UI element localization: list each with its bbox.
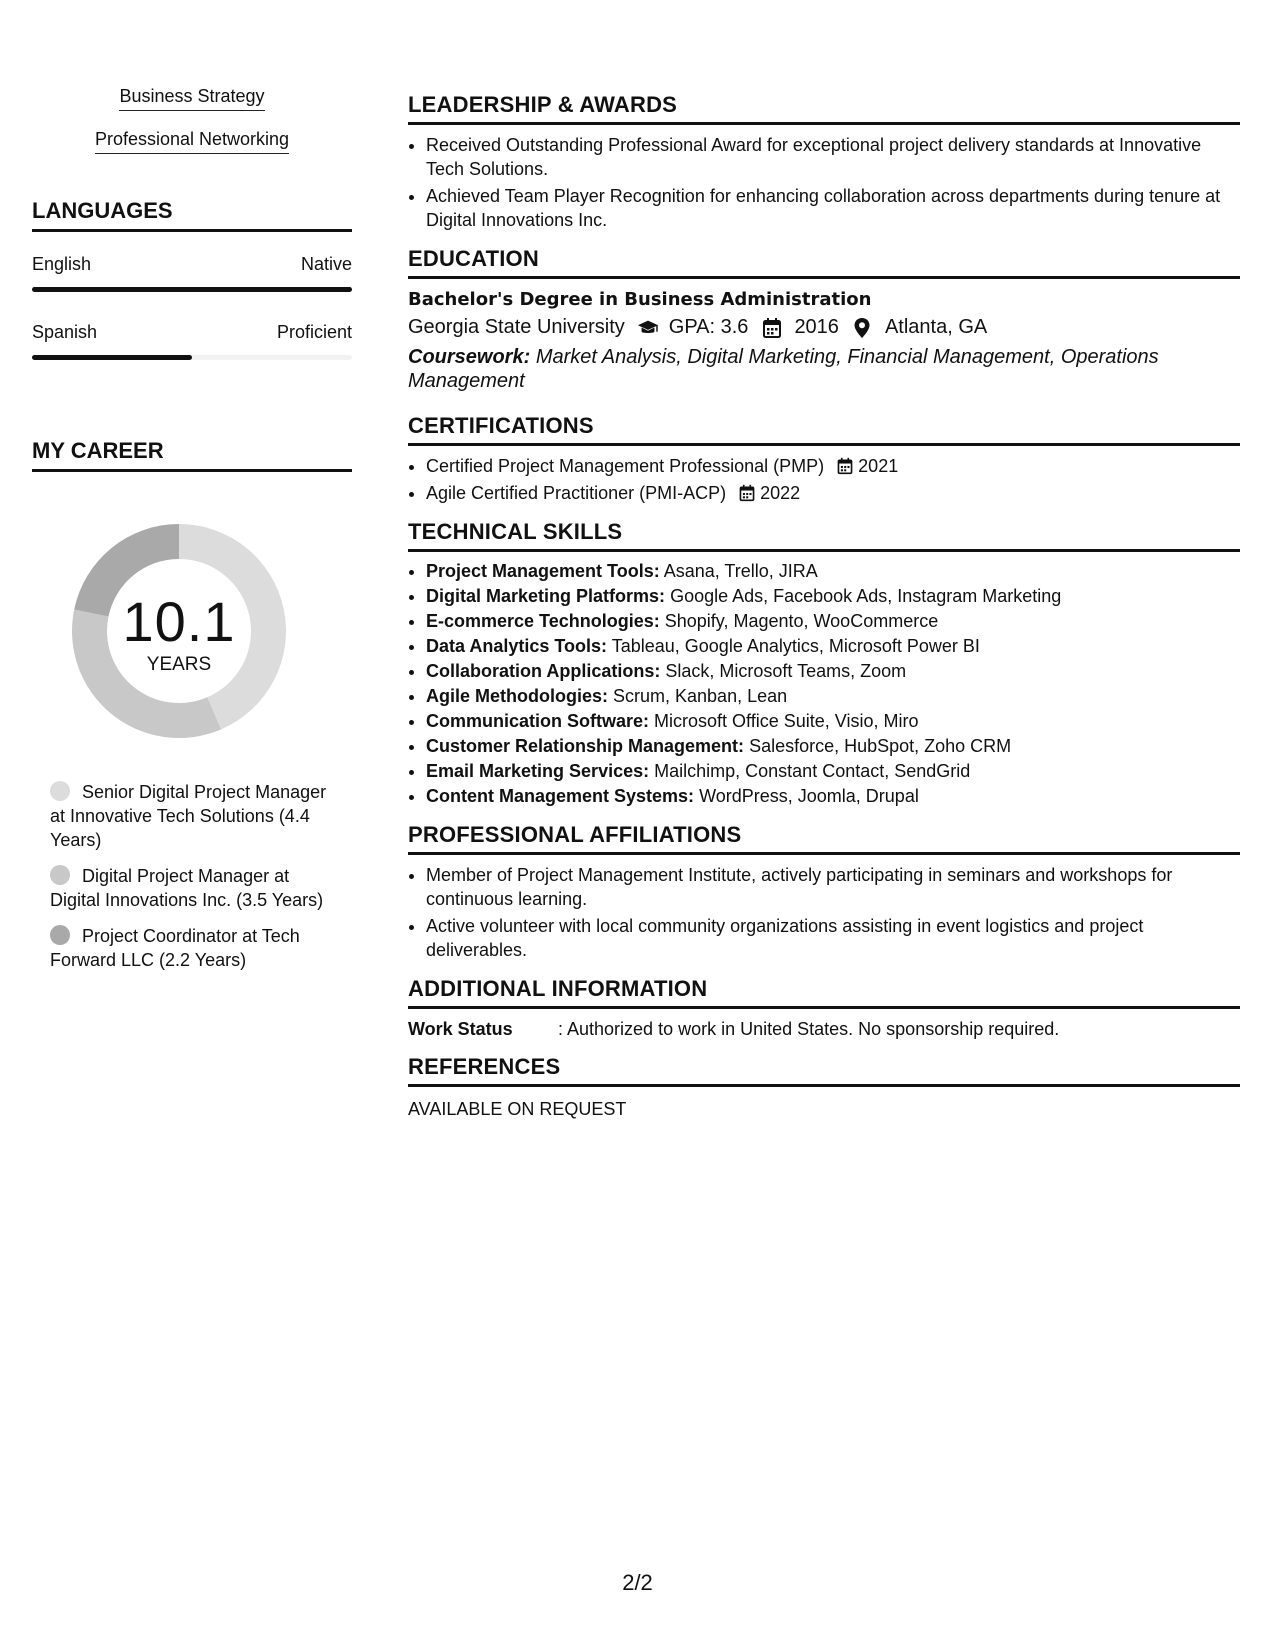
skill-tag: Professional Networking — [95, 129, 289, 154]
career-title: MY CAREER — [32, 438, 352, 472]
career-total-unit: YEARS — [146, 654, 212, 675]
legend-dot-icon — [50, 865, 70, 885]
certification-year: 2022 — [760, 483, 801, 503]
skill-category: Communication Software: — [426, 711, 650, 731]
list-item — [426, 585, 1240, 608]
section-title: LEADERSHIP & AWARDS — [408, 92, 1240, 125]
list-item — [426, 760, 1240, 783]
calendar-icon — [738, 484, 756, 502]
languages-title: LANGUAGES — [32, 198, 352, 232]
education-details — [408, 316, 1240, 339]
skill-category: Agile Methodologies: — [426, 686, 608, 706]
education-section — [408, 246, 1240, 393]
right-column — [408, 92, 1240, 1134]
page-number: 2/2 — [622, 1570, 653, 1595]
skill-values: Salesforce, HubSpot, Zoho CRM — [749, 736, 1012, 756]
coursework — [408, 345, 1240, 393]
skill-category: Data Analytics Tools: — [426, 636, 608, 656]
skill-values: Slack, Microsoft Teams, Zoom — [665, 661, 907, 681]
certifications-section — [408, 413, 1240, 505]
list-item — [426, 610, 1240, 633]
language-item — [32, 322, 352, 360]
language-bar — [32, 355, 352, 360]
list-item — [426, 481, 1240, 505]
language-level: Native — [300, 254, 352, 274]
leadership-section — [408, 92, 1240, 232]
career-donut-chart — [64, 516, 294, 746]
language-bar-fill — [32, 355, 192, 360]
skill-values: Mailchimp, Constant Contact, SendGrid — [654, 761, 971, 781]
language-item — [32, 254, 352, 292]
list-item: • Achieved Team Player Recognition for enhancing collaboration across departments during tenure at Digital Innovations Inc. — [426, 184, 1240, 232]
career-section — [32, 438, 352, 972]
technical-skills-section — [408, 519, 1240, 808]
language-name: English — [32, 254, 92, 274]
skill-values: Tableau, Google Analytics, Microsoft Power BI — [611, 636, 980, 656]
graduation-year: 2016 — [794, 316, 839, 338]
gpa-value: GPA: 3.6 — [668, 316, 749, 338]
list-item — [426, 454, 1240, 478]
list-item — [426, 685, 1240, 708]
skill-values: Google Ads, Facebook Ads, Instagram Marketing — [670, 586, 1062, 606]
graduation-cap-icon — [637, 317, 659, 339]
list-item: • Received Outstanding Professional Award for exceptional project delivery standards at Innovative Tech Solutions. — [426, 133, 1240, 181]
list-item — [426, 560, 1240, 583]
calendar-icon — [836, 457, 854, 475]
list-item — [426, 660, 1240, 683]
list-item — [426, 710, 1240, 733]
degree-title: Bachelor's Degree in Business Administration — [408, 289, 872, 310]
career-legend-item — [50, 924, 340, 972]
career-legend-item — [50, 864, 340, 912]
legend-dot-icon — [50, 925, 70, 945]
section-title: PROFESSIONAL AFFILIATIONS — [408, 822, 1240, 855]
section-title: ADDITIONAL INFORMATION — [408, 976, 1240, 1009]
career-legend-label: Digital Project Manager at Digital Innovations Inc. (3.5 Years) — [50, 866, 324, 910]
additional-info-section — [408, 976, 1240, 1040]
languages-section — [32, 198, 352, 360]
coursework-label: Coursework: — [408, 346, 531, 368]
skill-category: E-commerce Technologies: — [426, 611, 660, 631]
section-title: REFERENCES — [408, 1054, 1240, 1087]
calendar-icon — [762, 317, 784, 339]
list-item: • Member of Project Management Institute, actively participating in seminars and workshops for continuous learning. — [426, 863, 1240, 911]
school-location: Atlanta, GA — [884, 316, 988, 338]
skill-category: Project Management Tools: — [426, 561, 660, 581]
left-column — [32, 86, 352, 984]
skill-category: Collaboration Applications: — [426, 661, 661, 681]
skill-category: Content Management Systems: — [426, 786, 695, 806]
language-bar-fill — [32, 287, 352, 292]
certification-year: 2021 — [858, 456, 899, 476]
career-total-years: 10.1 — [122, 590, 236, 653]
section-title: EDUCATION — [408, 246, 1240, 279]
work-status-row — [408, 1019, 1240, 1040]
skill-category: Customer Relationship Management: — [426, 736, 745, 756]
legend-dot-icon — [50, 781, 70, 801]
references-text: AVAILABLE ON REQUEST — [408, 1099, 627, 1119]
work-status-label: Work Status — [408, 1019, 513, 1039]
language-level: Proficient — [276, 322, 352, 342]
section-title: TECHNICAL SKILLS — [408, 519, 1240, 552]
skill-values: Shopify, Magento, WooCommerce — [664, 611, 939, 631]
career-legend-label: Project Coordinator at Tech Forward LLC (2.2 Years) — [50, 926, 300, 970]
school-name: Georgia State University — [408, 316, 625, 338]
skill-tag: Business Strategy — [119, 86, 264, 111]
map-marker-icon — [853, 317, 875, 339]
skill-values: Scrum, Kanban, Lean — [613, 686, 788, 706]
skill-category: Digital Marketing Platforms: — [426, 586, 666, 606]
language-bar — [32, 287, 352, 292]
career-legend — [32, 780, 340, 972]
skill-values: Asana, Trello, JIRA — [663, 561, 818, 581]
career-legend-label: Senior Digital Project Manager at Innovative Tech Solutions (4.4 Years) — [50, 782, 327, 850]
skill-values: Microsoft Office Suite, Visio, Miro — [654, 711, 919, 731]
career-legend-item — [50, 780, 340, 852]
list-item — [426, 735, 1240, 758]
certification-name: Agile Certified Practitioner (PMI-ACP) — [426, 483, 727, 503]
list-item — [426, 635, 1240, 658]
skill-values: WordPress, Joomla, Drupal — [699, 786, 919, 806]
coursework-list: Market Analysis, Digital Marketing, Financial Management, Operations Management — [408, 346, 1159, 392]
affiliations-section — [408, 822, 1240, 962]
section-title: CERTIFICATIONS — [408, 413, 1240, 446]
references-section — [408, 1054, 1240, 1120]
skill-category: Email Marketing Services: — [426, 761, 650, 781]
work-status-value: : Authorized to work in United States. No sponsorship required. — [558, 1019, 1060, 1039]
language-name: Spanish — [32, 322, 98, 342]
certification-name: Certified Project Management Professional (PMP) — [426, 456, 825, 476]
list-item: • Active volunteer with local community organizations assisting in event logistics and project deliverables. — [426, 914, 1240, 962]
list-item — [426, 785, 1240, 808]
